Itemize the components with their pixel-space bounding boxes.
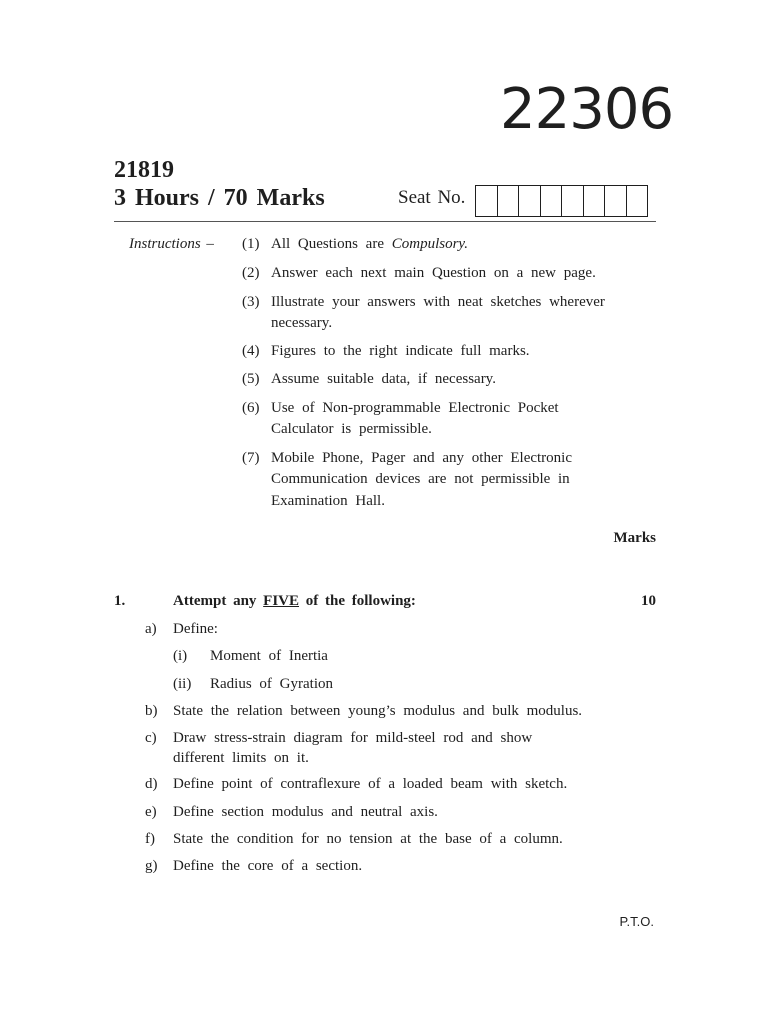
paper-code: 21819	[114, 157, 174, 183]
part-text: different limits on it.	[173, 750, 309, 766]
instruction-text: necessary.	[271, 315, 333, 331]
part-text: Draw stress-strain diagram for mild-steel rod and show	[173, 730, 533, 746]
instruction-text: Mobile Phone, Pager and any other Electronic	[271, 450, 573, 466]
instruction-text: Calculator is permissible.	[271, 421, 432, 437]
instructions-heading: Instructions –	[129, 236, 214, 252]
instruction-text	[271, 236, 468, 253]
instruction-text: Illustrate your answers with neat sketches wherever	[271, 294, 605, 310]
part-text: Define section modulus and neutral axis.	[173, 804, 438, 820]
instruction-text: Answer each next main Question on a new page.	[271, 265, 596, 281]
part-text: Define point of contraflexure of a loaded beam with sketch.	[173, 776, 568, 792]
part-text: State the relation between young’s modulus and bulk modulus.	[173, 703, 583, 719]
instruction-number: (7)	[242, 450, 260, 466]
part-text: Define:	[173, 621, 218, 637]
question-marks: 10	[641, 593, 656, 609]
part-text: State the condition for no tension at the base of a column.	[173, 831, 563, 847]
subpart-text: Radius of Gyration	[210, 676, 333, 692]
seat-number-boxes	[475, 185, 648, 217]
seat-box	[476, 186, 497, 216]
seat-number-label: Seat No.	[398, 187, 466, 208]
part-label: a)	[145, 621, 157, 637]
seat-box	[518, 186, 540, 216]
instruction-number: (4)	[242, 343, 260, 359]
duration-marks: 3 Hours / 70 Marks	[114, 185, 325, 211]
question-title	[173, 593, 416, 610]
page-turn-note: P.T.O.	[619, 914, 654, 929]
subpart-label: (ii)	[173, 676, 192, 692]
subpart-label: (i)	[173, 648, 188, 664]
instruction-text: Use of Non-programmable Electronic Pocket	[271, 400, 559, 416]
seat-box	[583, 186, 605, 216]
part-label: g)	[145, 858, 158, 874]
question-number: 1.	[114, 593, 126, 609]
part-label: e)	[145, 804, 157, 820]
instruction-text: Figures to the right indicate full marks.	[271, 343, 530, 359]
seat-box	[497, 186, 519, 216]
part-label: c)	[145, 730, 157, 746]
seat-box	[604, 186, 626, 216]
part-text: Define the core of a section.	[173, 858, 363, 874]
instruction-text: Examination Hall.	[271, 493, 385, 509]
part-label: d)	[145, 776, 158, 792]
instruction-text: Assume suitable data, if necessary.	[271, 371, 496, 387]
subpart-text: Moment of Inertia	[210, 648, 328, 664]
instruction-text: Communication devices are not permissible in	[271, 471, 570, 487]
instruction-number: (6)	[242, 400, 260, 416]
question-title-post: of the following:	[299, 593, 416, 609]
marks-heading: Marks	[613, 530, 656, 546]
seat-box	[540, 186, 562, 216]
seat-box	[561, 186, 583, 216]
instruction-line: All Questions are Compulsory.	[271, 236, 468, 252]
part-label: b)	[145, 703, 158, 719]
question-title-emphasis: FIVE	[263, 593, 299, 609]
subject-code: 22306	[500, 77, 674, 142]
header-divider	[114, 221, 656, 222]
instruction-number: (3)	[242, 294, 260, 310]
instruction-number: (1)	[242, 236, 260, 252]
instruction-number: (5)	[242, 371, 260, 387]
seat-box	[626, 186, 648, 216]
emphasis-compulsory: Compulsory.	[391, 236, 468, 252]
part-label: f)	[145, 831, 155, 847]
question-title-pre: Attempt any	[173, 593, 264, 609]
instruction-number: (2)	[242, 265, 260, 281]
